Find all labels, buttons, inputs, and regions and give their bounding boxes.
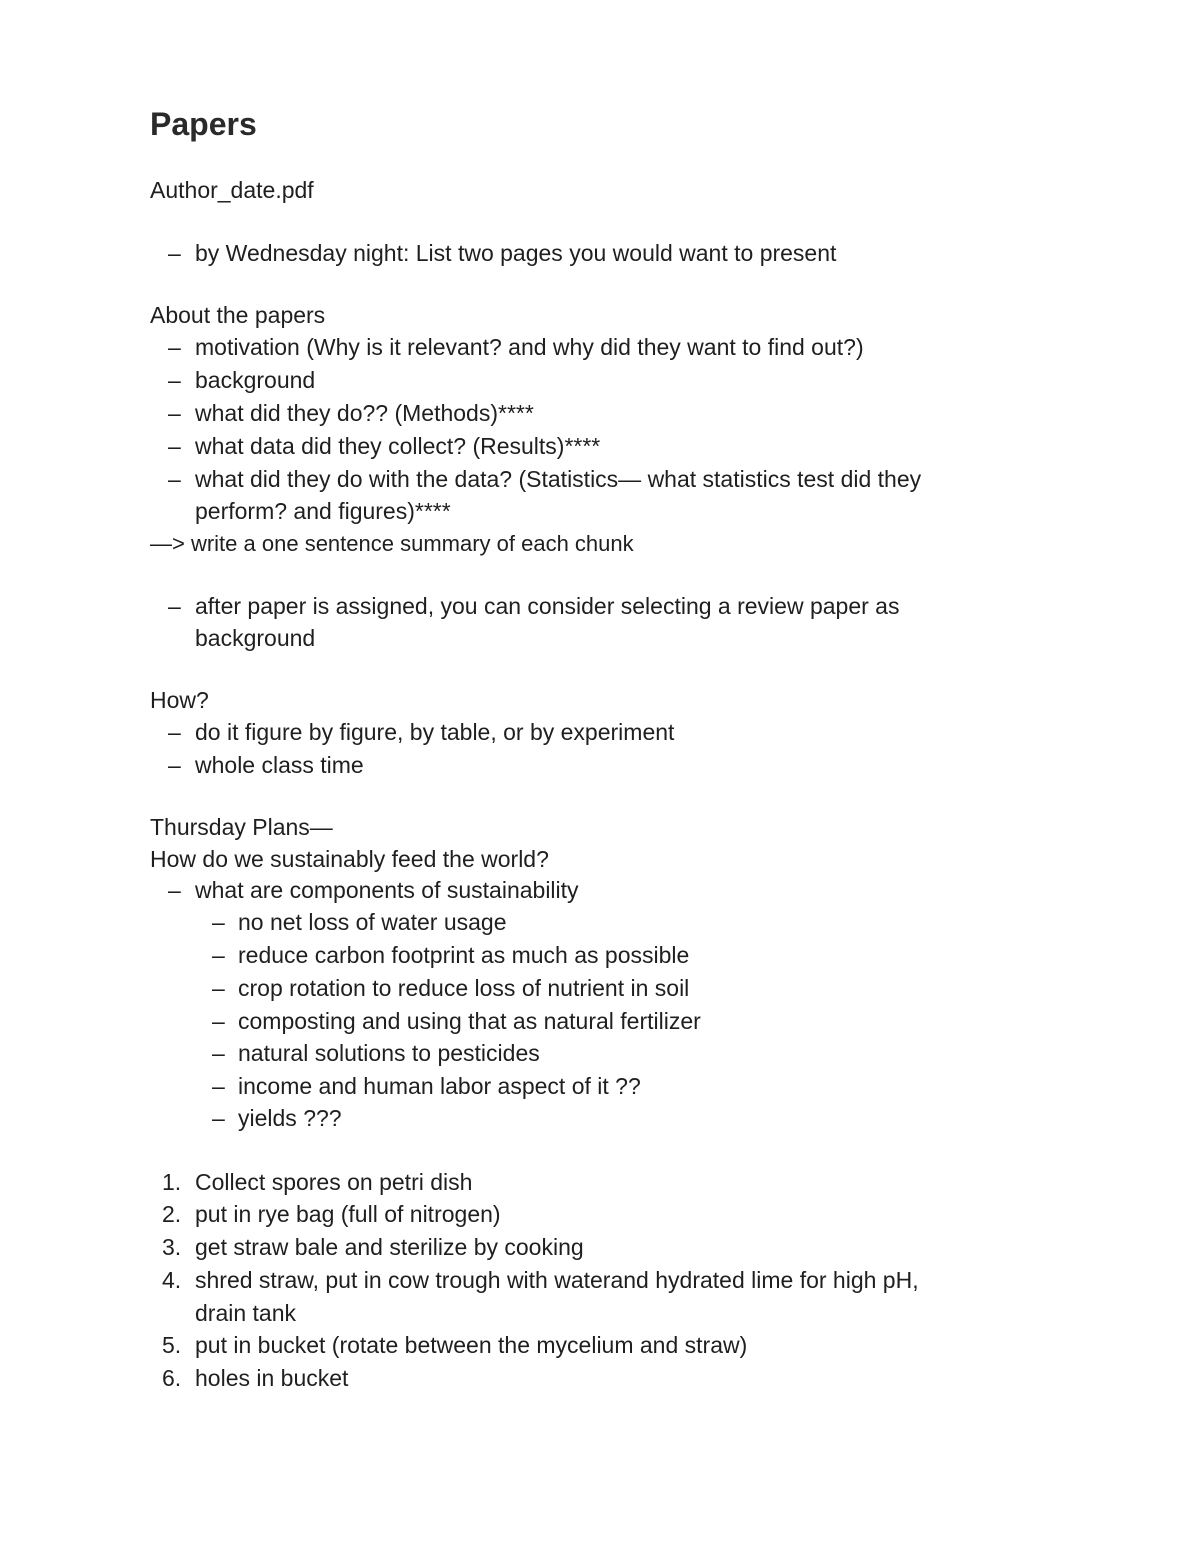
question-line: How do we sustainably feed the world? — [150, 846, 549, 872]
numbered-step — [162, 1166, 472, 1198]
sub-list-item-text: income and human labor aspect of it ?? — [238, 1073, 641, 1099]
dash-bullet: – — [168, 752, 181, 778]
list-item — [168, 430, 600, 462]
dash-bullet: – — [168, 593, 181, 619]
filename-line: Author_date.pdf — [150, 177, 314, 203]
dash-bullet: – — [212, 942, 225, 968]
step-number: 3. — [162, 1234, 182, 1260]
sub-list-item-text: crop rotation to reduce loss of nutrient in soil — [238, 975, 690, 1001]
review-note-continuation: background — [195, 625, 316, 651]
list-item-text: what data did they collect? (Results)**** — [195, 433, 601, 459]
list-item-text: whole class time — [195, 752, 364, 778]
components-heading — [168, 874, 579, 906]
dash-bullet: – — [212, 1105, 225, 1131]
step-text: shred straw, put in cow trough with waterand hydrated lime for high pH, — [195, 1267, 919, 1293]
step-text: put in rye bag (full of nitrogen) — [195, 1201, 501, 1227]
numbered-step-continuation: drain tank — [195, 1300, 297, 1326]
list-item-text: what did they do with the data? (Statistics— what statistics test did they — [195, 466, 922, 492]
page-title: Papers — [150, 106, 257, 142]
deadline-text: by Wednesday night: List two pages you would want to present — [195, 240, 837, 266]
dash-bullet: – — [168, 334, 181, 360]
list-item-continuation: perform? and figures)**** — [195, 498, 451, 524]
step-text: Collect spores on petri dish — [195, 1169, 473, 1195]
numbered-step — [162, 1362, 348, 1394]
step-number: 5. — [162, 1332, 182, 1358]
step-number: 2. — [162, 1201, 182, 1227]
sub-list-item-text: natural solutions to pesticides — [238, 1040, 540, 1066]
review-note — [168, 590, 899, 622]
sub-list-item — [212, 939, 689, 971]
dash-bullet: – — [212, 1040, 225, 1066]
sub-list-item — [212, 1037, 540, 1069]
sub-list-item-text: reduce carbon footprint as much as possible — [238, 942, 690, 968]
deadline-item — [168, 237, 836, 269]
sub-list-item-text: yields ??? — [238, 1105, 342, 1131]
summary-note: —> write a one sentence summary of each chunk — [150, 531, 634, 556]
dash-bullet: – — [212, 975, 225, 1001]
dash-bullet: – — [212, 909, 225, 935]
numbered-step — [162, 1231, 584, 1263]
dash-bullet: – — [212, 1008, 225, 1034]
dash-bullet: – — [168, 466, 181, 492]
step-number: 4. — [162, 1267, 182, 1293]
sub-list-item — [212, 1102, 342, 1134]
step-number: 1. — [162, 1169, 182, 1195]
list-item — [168, 463, 921, 495]
step-text: get straw bale and sterilize by cooking — [195, 1234, 584, 1260]
dash-bullet: – — [168, 433, 181, 459]
list-item-text: what did they do?? (Methods)**** — [195, 400, 534, 426]
numbered-step — [162, 1329, 747, 1361]
thursday-heading: Thursday Plans— — [150, 814, 333, 840]
step-text: holes in bucket — [195, 1365, 349, 1391]
dash-bullet: – — [168, 240, 181, 266]
sub-list-item — [212, 906, 507, 938]
dash-bullet: – — [168, 367, 181, 393]
step-number: 6. — [162, 1365, 182, 1391]
step-text: put in bucket (rotate between the mycelium and straw) — [195, 1332, 748, 1358]
list-item — [168, 749, 364, 781]
list-item — [168, 364, 315, 396]
list-item — [168, 716, 674, 748]
dash-bullet: – — [168, 877, 181, 903]
components-heading-text: what are components of sustainability — [195, 877, 579, 903]
list-item-text: do it figure by figure, by table, or by experiment — [195, 719, 675, 745]
numbered-step — [162, 1198, 501, 1230]
about-heading: About the papers — [150, 302, 326, 328]
list-item-text: background — [195, 367, 316, 393]
list-item-text: motivation (Why is it relevant? and why did they want to find out?) — [195, 334, 864, 360]
list-item — [168, 331, 864, 363]
list-item — [168, 397, 534, 429]
sub-list-item-text: composting and using that as natural fertilizer — [238, 1008, 701, 1034]
dash-bullet: – — [168, 400, 181, 426]
sub-list-item — [212, 972, 689, 1004]
dash-bullet: – — [168, 719, 181, 745]
review-note-text: after paper is assigned, you can consider selecting a review paper as — [195, 593, 900, 619]
numbered-step — [162, 1264, 919, 1296]
sub-list-item — [212, 1070, 641, 1102]
how-heading: How? — [150, 687, 209, 713]
sub-list-item-text: no net loss of water usage — [238, 909, 507, 935]
dash-bullet: – — [212, 1073, 225, 1099]
sub-list-item — [212, 1005, 701, 1037]
